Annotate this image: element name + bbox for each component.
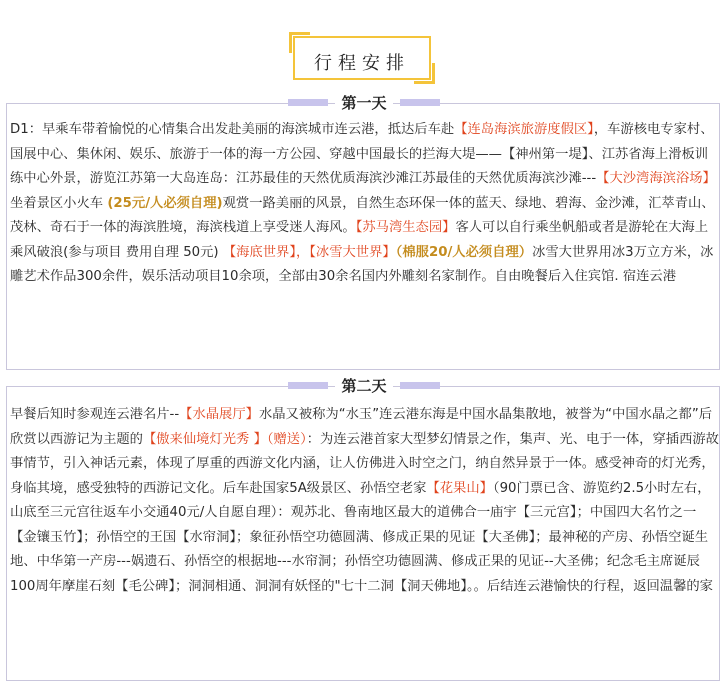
highlight-fee: (25元/人必须自理) — [107, 195, 223, 211]
text-segment: D1：早乘车带着愉悦的心情集合出发赴美丽的海滨城市连云港，抵达后车赴 — [10, 122, 455, 137]
day2-heading — [288, 376, 440, 394]
highlight-place: 【傲来仙境灯光秀 】（赠送） — [142, 431, 307, 447]
text-segment: ，车游核电专家村、国展中心、集休闲、娱乐、旅游于一体的海一方公园、穿越中国最长的拦海大堤——【神州第一堤】、江苏省海上滑板训练中心外景，游览江苏第一大岛连岛：江苏最佳的天然优质海滨沙滩江苏最佳的天然优质海滨沙滩--- — [10, 122, 714, 186]
section-title-box — [293, 36, 431, 80]
text-segment: 坐着景区小火车 — [10, 195, 108, 211]
day2-itinerary-text — [10, 403, 719, 599]
text-segment: （90门票已含、游览约2.5小时左右，山底至三元宫往返车小交通40元/人自愿自理）：观苏北、鲁南地区最大的道佛合一庙宇【三元宫】；中国四大名竹之一【金镶玉竹】；孙悟空的王国【水帘洞】；象征孙悟空功德圆满、修成正果的见证【大圣佛】；最神秘的产房、孙悟空诞生地、中华第一产房---娲遗石、孙悟空的根据地---水帘洞；孙悟空功德圆满、修成正果的见证--大圣佛；纪念毛主席诞辰100周年摩崖石刻【毛公碑】；洞洞相通、洞洞有妖怪的"七十二洞【洞天佛地】。。后结连云港愉快的行程，返回温馨的家 — [10, 480, 713, 594]
highlight-place: 【苏马湾生态园】 — [355, 220, 456, 235]
text-segment: 观赏一路美丽的风景，自然生态环保一体的蓝天、绿地、碧海、金沙滩，汇萃青山、茂林、奇石于一体的海滨胜境，海滨栈道上享受迷人海风。 — [10, 195, 715, 235]
text-segment: 水晶又被称为“水玉”连云港东海是中国水晶集散地，被誉为“中国水晶之都”后欣赏以西游记为主题的 — [10, 407, 713, 447]
highlight-place: 【花果山】 — [426, 480, 493, 496]
text-segment: ：为连云港首家大型梦幻情景之作，集声、光、电于一体，穿插西游故事情节，引入神话元素，体现了厚重的西游文化内涵，让人仿佛进入时空之门，纳自然异景于一体。感受神奇的灯光秀，身临其境，感受独特的西游记文化。后车赴国家5A级景区、孙悟空老家 — [10, 431, 719, 496]
heading-bar-left — [288, 99, 328, 106]
day1-itinerary-text — [10, 118, 719, 290]
text-segment: 客人可以自行乘坐帆船或者是游轮在大海上乘风破浪(参与项目 费用自理 50元) — [10, 220, 709, 260]
highlight-place: 【大沙湾海滨浴场】 — [596, 171, 716, 186]
heading-bar-right — [400, 99, 440, 106]
section-title-frame — [289, 32, 437, 84]
highlight-place: 【连岛海滨旅游度假区】 — [454, 122, 594, 137]
section-title: 行程安排 — [314, 53, 410, 74]
highlight-fee: （棉服20/人必须自理） — [395, 244, 533, 260]
day1-heading — [288, 93, 440, 111]
day1-heading-label: 第一天 — [335, 94, 392, 112]
text-segment: 冰雪大世界用冰3万立方米，冰雕艺术作品300余件，娱乐活动项目10余项，全部由30余名国内外雕刻名家制作。自由晚餐后入住宾馆. 宿连云港 — [10, 244, 714, 284]
text-segment: 早餐后知时参观连云港名片-- — [10, 407, 180, 422]
day2-heading-label: 第二天 — [335, 377, 392, 395]
heading-bar-left — [288, 382, 328, 389]
highlight-place: 【海底世界】，【冰雪大世界】 — [222, 244, 396, 260]
highlight-place: 【水晶展厅】 — [179, 407, 259, 422]
heading-bar-right — [400, 382, 440, 389]
